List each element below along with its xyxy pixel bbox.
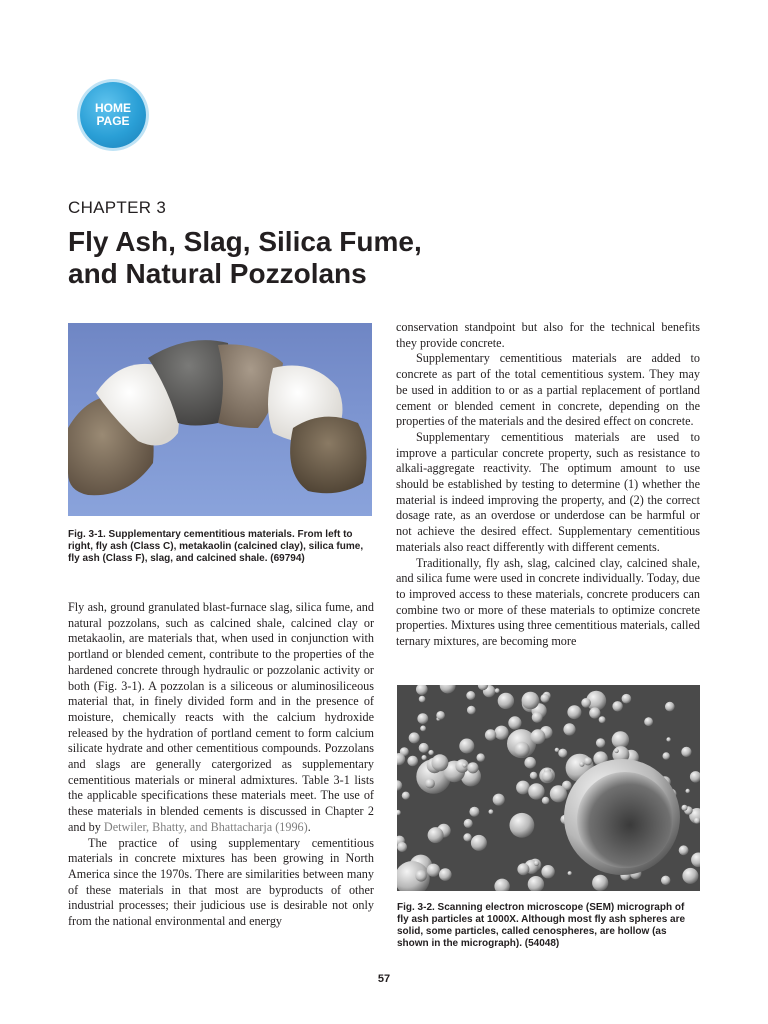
paragraph: Traditionally, fly ash, slag, calcined clay, calcined shale, and silica fume were used in concrete individually. Today, due to improved access to these materials, concrete producers can combine two or more of these materials to optimize concrete properties. Mixtures using three cementitious materials, called ternary mixtures, are becoming more <box>396 555 700 649</box>
paragraph: conservation standpoint but also for the technical benefits they provide concrete. <box>396 320 700 350</box>
page-number: 57 <box>377 973 391 985</box>
figure-3-2-micrograph <box>397 685 700 891</box>
paragraph: Supplementary cementitious materials are used to improve a particular concrete property, such as resistance to alkali-aggregate reactivity. The optimum amount to use should be established by testing to determine (1) whether the material is indeed improving the property, and (2) the correct dosage rate, as an overdose or underdose can be harmful or not achieve the desired effect. Supplementary cementitious materials also react differently with different cements. <box>396 429 700 554</box>
chapter-label: CHAPTER 3 <box>68 198 167 217</box>
paragraph <box>68 600 374 836</box>
paragraph-text-end: . <box>307 819 311 834</box>
reference-link[interactable]: Detwiler, Bhatty, and Bhattacharja (1996) <box>103 819 308 834</box>
title-line-2: and Natural Pozzolans <box>68 258 367 289</box>
figure-3-1-caption: Fig. 3-1. Supplementary cementitious materials. From left to right, fly ash (Class C), metakaolin (calcined clay), silica fume, fly ash (Class F), slag, and calcined shale. (69794) <box>68 529 364 564</box>
paragraph: The practice of using supplementary cementitious materials in concrete mixtures has been growing in North America since the 1970s. There are similarities between many of these materials in that most are byproducts of other industrial processes; their judicious use is desirable not only from the national environmental and energy <box>68 835 374 929</box>
home-page-label-line1: HOME <box>95 101 131 115</box>
left-column-text <box>68 600 374 930</box>
home-page-label-line2: PAGE <box>96 114 130 128</box>
page-title <box>68 226 488 290</box>
figure-3-1-photo <box>68 323 372 516</box>
fly-ash-particles-illustration <box>397 685 700 891</box>
paragraph: Supplementary cementitious materials are added to concrete as part of the total cementitious system. They may be used in addition to or as a partial replacement of portland cement or blended cement in concrete, depending on the properties of the materials and the desired effect on concrete. <box>396 351 700 429</box>
cementitious-materials-illustration <box>68 323 372 516</box>
paragraph-text: Fly ash, ground granulated blast-furnace slag, silica fume, and natural pozzolans, such as calcined shale, calcined clay or metakaolin, are materials that, when used in conjunction with portland or blended cement, contribute to the properties of the hardened concrete through hydraulic or pozzolanic activity or both (Fig. 3-1). A pozzolan is a siliceous or aluminosiliceous material that, in finely divided form and in the presence of moisture, chemically reacts with the calcium hydroxide released by the hydration of portland cement to form calcium silicate hydrate and other cementitious compounds. Pozzolans and slags are generally catergorized as supplementary cementitious materials or mineral admixtures. Table 3-1 lists the applicable specifications these materials meet. The use of these materials in blended cements is discussed in Chapter 2 and by <box>68 600 374 834</box>
right-column-text <box>396 320 700 650</box>
home-page-button[interactable] <box>80 82 146 148</box>
title-line-1: Fly Ash, Slag, Silica Fume, <box>68 226 422 257</box>
figure-3-2-caption: Fig. 3-2. Scanning electron microscope (SEM) micrograph of fly ash particles at 1000X. Although most fly ash spheres are solid, some particles, called cenospheres, are hollow (as shown in the micrograph). (54048) <box>397 902 686 949</box>
